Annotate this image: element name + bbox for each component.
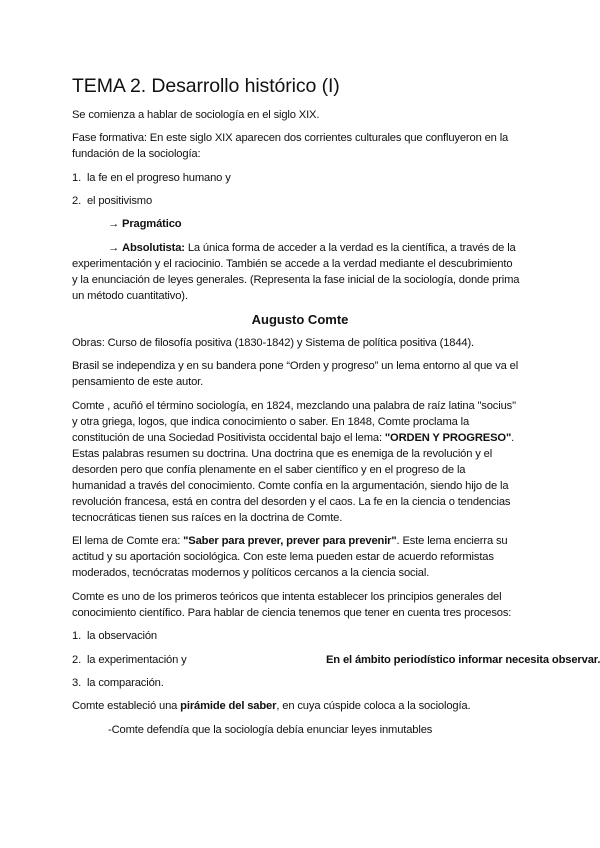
brasil-line-1: Brasil se independiza y en su bandera pone “Orden y progreso” un lema entorno al que va el: [72, 360, 519, 372]
list-number: 2.: [72, 654, 82, 666]
piramide-term: pirámide del saber: [180, 700, 277, 712]
comte-line-5: desorden pero que confía plenamente en el saber científico y en el progreso de la: [72, 464, 466, 476]
piramide-text-a: Comte estableció una: [72, 700, 181, 712]
absolutista-line-3: y la enunciación de leyes generales. (Representa la fase inicial de la sociología, donde prima: [72, 274, 520, 286]
obras-text: Obras: Curso de filosofía positiva (1830-1842) y Sistema de política positiva (1844).: [72, 337, 475, 349]
primeros-line-2: conocimiento científico. Para hablar de ciencia tenemos que tener en cuenta tres procesos:: [72, 607, 512, 619]
pragmatico-label: Pragmático: [122, 218, 182, 230]
piramide-text-c: , en cuya cúspide coloca a la sociología.: [276, 700, 471, 712]
list-item: [72, 652, 600, 668]
list-number: 1.: [72, 630, 82, 642]
lema-motto: "Saber para prever, prever para prevenir": [183, 535, 397, 547]
comte-line-3: [72, 430, 514, 446]
list-item: [72, 170, 231, 186]
comte-line-7: revolución francesa, está en contra del desorden y el caos. La fe en la ciencia o tendencias: [72, 496, 511, 508]
list-text: la fe en el progreso humano y: [86, 172, 231, 184]
comte-line-8: tecnocráticas tienen sus raíces en la doctrina de Comte.: [72, 512, 343, 524]
list-item: [72, 675, 164, 691]
orden-progreso-motto: "ORDEN Y PROGRESO": [384, 432, 512, 444]
absolutista-line-4: un método cuantitativo).: [72, 290, 188, 302]
list-text: la experimentación y: [86, 654, 187, 666]
lema-intro: El lema de Comte era:: [72, 535, 184, 547]
fase-line-2: fundación de la sociología:: [72, 148, 201, 160]
comte-line-6: humanidad a través del conocimiento. Comte confía en la argumentación, siendo hijo de la: [72, 480, 509, 492]
leyes-note: -Comte defendía que la sociología debía enunciar leyes inmutables: [108, 724, 433, 736]
list-number: 1.: [72, 172, 82, 184]
list-text: la comparación.: [86, 677, 164, 689]
lema-line-3: moderados, tecnócratas modernos y políticos cercanos a la ciencia social.: [72, 567, 430, 579]
list-number: 3.: [72, 677, 82, 689]
list-text: la observación: [86, 630, 158, 642]
arrow-icon: →: [108, 218, 120, 230]
comte-line-3-text: constitución de una Sociedad Positivista occidental bajo el lema:: [72, 432, 385, 444]
comte-line-1: Comte , acuñó el término sociología, en 1824, mezclando una palabra de raíz latina "socius": [72, 400, 516, 412]
lema-line-2: actitud y su aportación sociológica. Con este lema pueden estar de acuerdo reformistas: [72, 551, 494, 563]
lema-line-1-end: . Este lema encierra su: [396, 535, 508, 547]
absolutista-text: La única forma de acceder a la verdad es la científica, a través de la: [184, 242, 516, 254]
piramide-line: [72, 698, 470, 714]
list-text: el positivismo: [86, 195, 153, 207]
comte-line-2: y otra griega, logos, que indica conocimiento o saber. En 1848, Comte proclama la: [72, 416, 470, 428]
absolutista-line-1: [108, 240, 516, 256]
fase-line-1: Fase formativa: En este siglo XIX aparecen dos corrientes culturales que confluyeron en la: [72, 132, 509, 144]
arrow-icon: →: [108, 242, 120, 254]
list-item: [72, 193, 152, 209]
absolutista-line-2: experimentación y el raciocinio. También se accede a la verdad mediante el descubrimiento: [72, 258, 513, 270]
periodistico-note: En el ámbito periodístico informar necesita observar.: [326, 654, 600, 666]
pragmatico-line: [108, 216, 181, 232]
list-item: [72, 628, 157, 644]
absolutista-label: Absolutista:: [122, 242, 185, 254]
primeros-line-1: Comte es uno de los primeros teóricos que intenta establecer los principios generales del: [72, 591, 502, 603]
comte-line-3-end: .: [511, 432, 515, 444]
brasil-line-2: pensamiento de este autor.: [72, 376, 204, 388]
page-title: TEMA 2. Desarrollo histórico (I): [72, 75, 340, 97]
section-heading: Augusto Comte: [251, 312, 349, 327]
intro-text: Se comienza a hablar de sociología en el siglo XIX.: [72, 109, 320, 121]
lema-line-1: [72, 533, 508, 549]
list-number: 2.: [72, 195, 82, 207]
comte-line-4: Estas palabras resumen su doctrina. Una doctrina que es enemiga de la revolución y el: [72, 448, 493, 460]
